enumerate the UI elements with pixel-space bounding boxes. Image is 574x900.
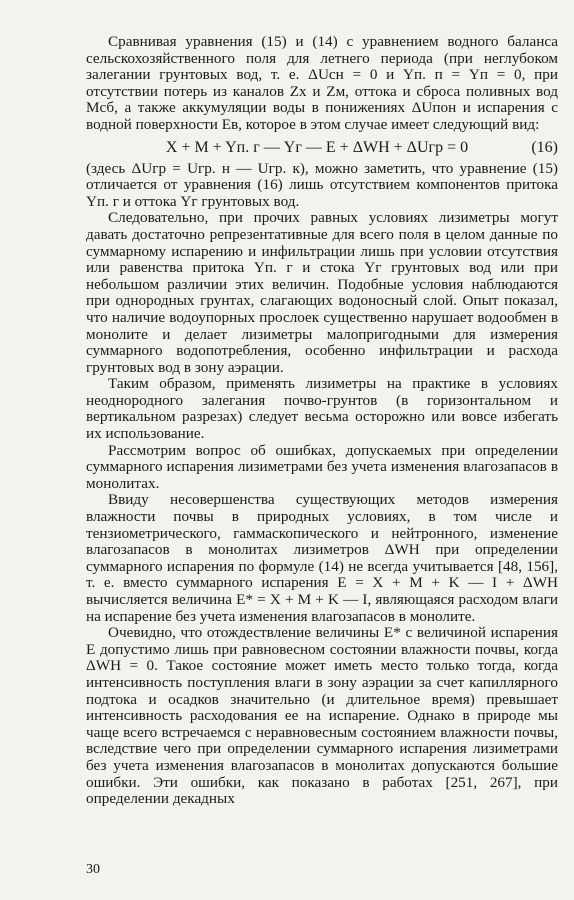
paragraph-2: (здесь ΔUгр = Uгр. н — Uгр. к), можно заметить, что уравнение (15) отличается от уравнения (16) лишь отсутствием компонентов притока Yп. г и оттока Yг грунтовых вод. (86, 159, 558, 210)
paragraph-6: Ввиду несовершенства существующих методов измерения влажности почвы в природных условиях, в том числе и тензиометрического, гаммаскопического и нейтронного, изменение влагозапасов в монолитах лизиметров ΔWH при определении суммарного испарения по формуле (14) не всегда учитывается [48, 156], т. е. вместо суммарного испарения E = X + M + K — I + ΔWH вычисляется величина E* = X + M + K — I, являющаяся расходом влаги на испарение без учета изменения влагозапасов в монолите. (86, 491, 558, 625)
equation-16 (86, 138, 558, 158)
paragraph-7: Очевидно, что отождествление величины E* с величиной испарения E допустимо лишь при равновесном состоянии влажности почвы, когда ΔWH = 0. Такое состояние может иметь место только тогда, когда интенсивность поступления влаги в зону аэрации за счет капиллярного подтока и осадков значительно (и длительное время) превышает интенсивность расходования ее на испарение. Однако в природе мы чаще всего встречаемся с неравновесным состоянием влажности почвы, вследствие чего при определении суммарного испарения лизиметрами без учета изменения влагозапасов в монолитах допускаются большие ошибки. Эти ошибки, как показано в работах [251, 267], при определении декадных (86, 624, 558, 808)
paragraph-5: Рассмотрим вопрос об ошибках, допускаемых при определении суммарного испарения лизиметрами без учета изменения влагозапасов в монолитах. (86, 441, 558, 492)
equation-body: X + M + Yп. г — Yг — E + ΔWH + ΔUгр = 0 (165, 138, 469, 156)
paragraph-3: Следовательно, при прочих равных условиях лизиметры могут давать достаточно репрезентативные для всего поля в целом данные по суммарному испарению и инфильтрации лишь при условии отсутствия или равенства притока Yп. г и стока Yг грунтовых вод или при небольшом различии этих величин. Подобные условия наблюдаются при однородных грунтах, слагающих водоносный слой. Опыт показал, что наличие водоупорных прослоек существенно нарушает водообмен в монолите и делает лизиметры малопригодными для измерения суммарного водопотребления, особенно инфильтрации и расхода грунтовых вод в зону аэрации. (86, 209, 558, 376)
paragraph-1: Сравнивая уравнения (15) и (14) с уравнением водного баланса сельскохозяйственного поля для летнего периода (при неглубоком залегании грунтовых вод, т. е. ΔUсн = 0 и Yп. п = Yп = 0, при отсутствии потерь из каналов Zх и Zм, оттока и сброса поливных вод Mсб, а также аккумуляции воды в понижениях ΔUпон и испарения с водной поверхности Eв, которое в этом случае имеет следующий вид: (86, 33, 558, 133)
equation-number: (16) (531, 138, 558, 156)
page-number: 30 (86, 862, 100, 877)
paragraph-4: Таким образом, применять лизиметры на практике в условиях неоднородного залегания почво-грунтов (в горизонтальном и вертикальном разрезах) следует весьма осторожно или вовсе избегать их использование. (86, 375, 558, 443)
